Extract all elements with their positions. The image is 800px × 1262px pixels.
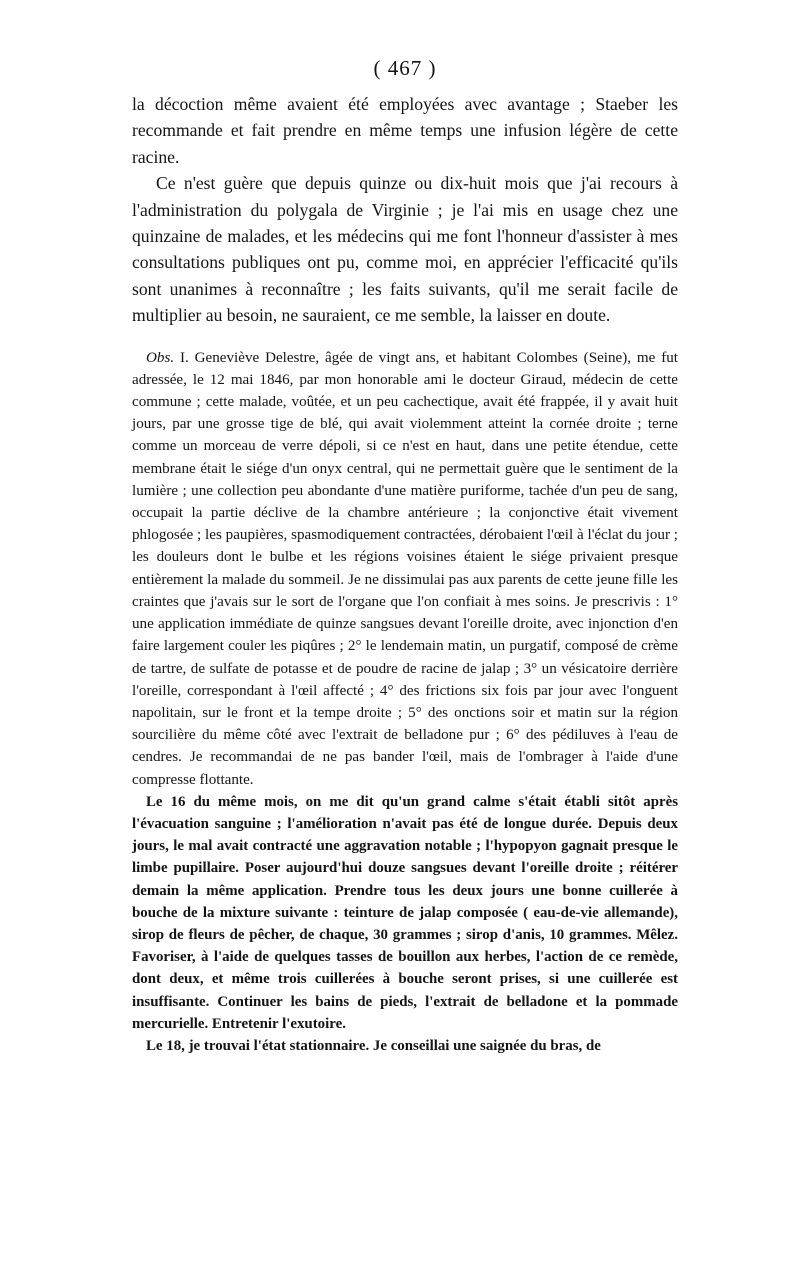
paragraph-continuation: la décoction même avaient été employées avec avantage ; Staeber les recommande et fait prendre en même temps une infusion légère de cette racine. xyxy=(132,94,678,167)
page-number: ( 467 ) xyxy=(373,56,437,80)
observation-text: I. Geneviève Delestre, âgée de vingt ans, et habitant Colombes (Seine), me fut adressée, le 12 mai 1846, par mon honorable ami le docteur Giraud, médecin de cette commune ; cette malade, voûtée, et un peu cachectique, avait été frappée, il y avait huit jours, par une grosse tige de blé, qui avait violemment atteint la cornée droite ; terne comme un morceau de verre dépoli, si ce n'est en haut, dans une petite étendue, cette membrane était le siége d'un onyx central, qui ne permettait guère que le sentiment de la lumière ; une collection peu abondante d'une matière puriforme, tachée d'un peu de sang, occupait la partie déclive de la chambre antérieure ; la conjonctive était vivement phlogosée ; les paupières, spasmodiquement contractées, dérobaient l'œil à l'éclat du jour ; les douleurs dont le bulbe et les régions voisines étaient le siége privaient presque entièrement la malade du sommeil. Je ne dissimulai pas aux parents de cette jeune fille les craintes que j'avais sur le sort de l'organe que l'on confiait à mes soins. Je prescrivis : 1° une application immédiate de quinze sangsues devant l'oreille droite, avec injonction d'en faire largement couler les piqûres ; 2° le lendemain matin, un purgatif, composé de crème de tartre, de sulfate de potasse et de poudre de racine de jalap ; 3° un vésicatoire derrière l'oreille, correspondant à l'œil affecté ; 4° des frictions six fois par jour avec l'onguent napolitain, sur le front et la tempe droite ; 5° des onctions soir et matin sur la région sourcilière du même côté avec l'extrait de belladone pur ; 6° des pédiluves à l'eau de cendres. Je recommandai de ne pas bander l'œil, mais de l'ombrager à l'aide d'une compresse flottante. xyxy=(132,349,678,788)
paragraph-day-18: Le 18, je trouvai l'état stationnaire. Je conseillai une saignée du bras, de xyxy=(146,1037,601,1054)
observation-paragraph xyxy=(132,347,678,791)
observation-label: Obs. xyxy=(146,349,175,366)
paragraph-polygala: Ce n'est guère que depuis quinze ou dix-huit mois que j'ai recours à l'administration du polygala de Virginie ; je l'ai mis en usage chez une quinzaine de malades, et les médecins qui me font l'honneur d'assister à mes consultations publiques ont pu, comme moi, en apprécier l'efficacité qu'ils sont unanimes à reconnaître ; les faits suivants, qu'il me serait facile de multiplier au besoin, ne sauraient, ce me semble, la laisser en doute. xyxy=(132,173,678,326)
book-page xyxy=(132,56,678,1057)
paragraph-day-16: Le 16 du même mois, on me dit qu'un grand calme s'était établi sitôt après l'évacuation sanguine ; l'amélioration n'avait pas été de longue durée. Depuis deux jours, le mal avait contracté une aggravation notable ; l'hypopyon gagnait presque le limbe pupillaire. Poser aujourd'hui douze sangsues devant l'oreille droite ; réitérer demain la même application. Prendre tous les deux jours une bonne cuillerée à bouche de la mixture suivante : teinture de jalap composée ( eau-de-vie allemande), sirop de fleurs de pêcher, de chaque, 30 grammes ; sirop d'anis, 10 grammes. Mêlez. Favoriser, à l'aide de quelques tasses de bouillon aux herbes, l'action de ce remède, dont deux, et même trois cuillerées à bouche seront prises, si une cuillerée est insuffisante. Continuer les bains de pieds, l'extrait de belladone et la pommade mercurielle. Entretenir l'exutoire. xyxy=(132,793,678,1032)
observation-block xyxy=(132,347,678,1058)
